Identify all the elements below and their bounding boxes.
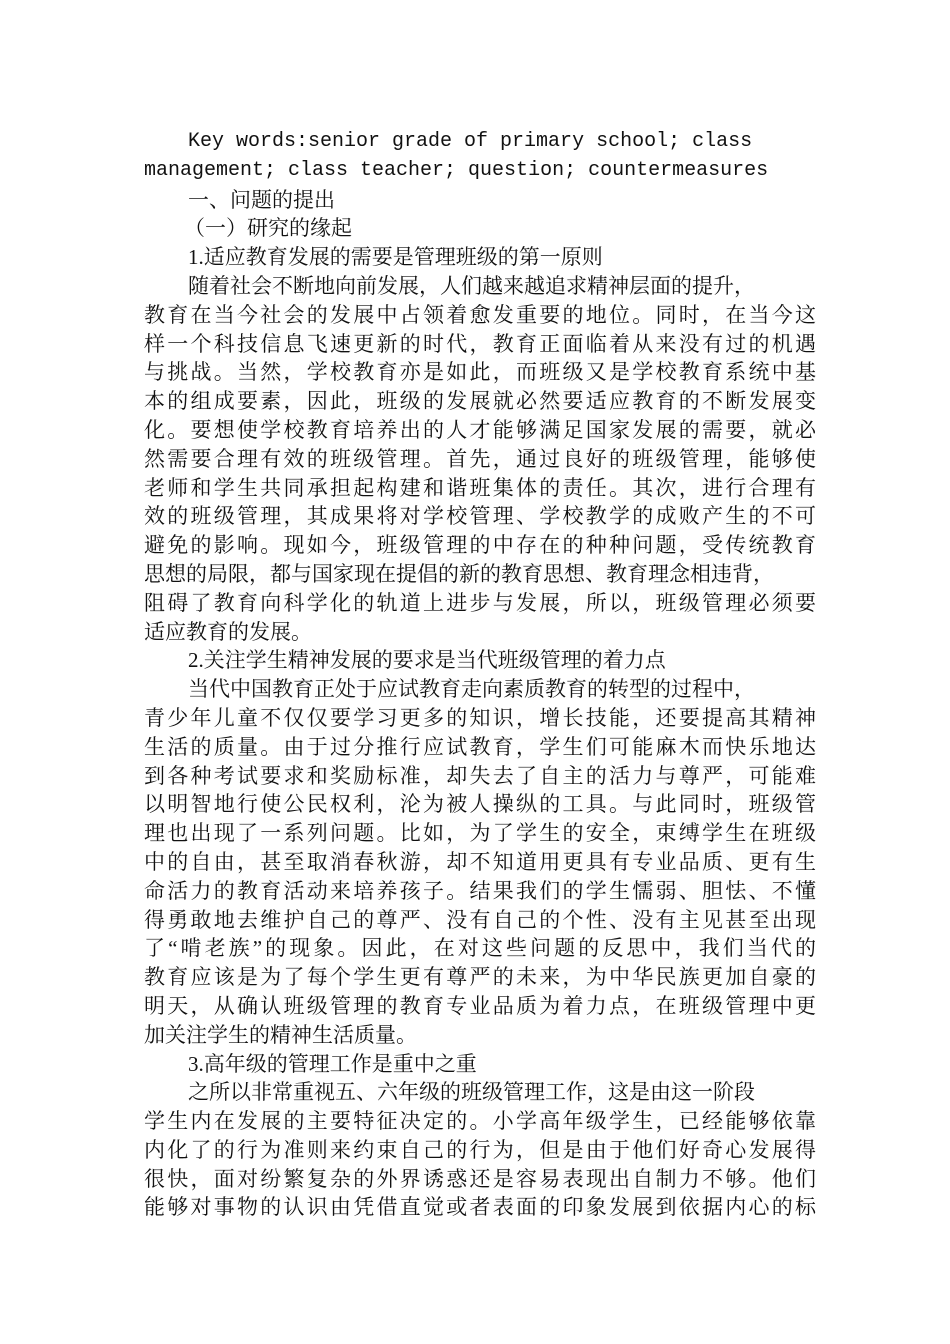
paragraph-line: 之所以非常重视五、六年级的班级管理工作，这是由这一阶段 [188, 1080, 755, 1105]
paragraph-line: 内化了的行为准则来约束自己的行为，但是由于他们好奇心发展得 [144, 1137, 816, 1162]
paragraph-line: 命活力的教育活动来培养孩子。结果我们的学生懦弱、胆怯、不懂 [144, 878, 816, 903]
keywords-line-1: Key words:senior grade of primary school; class [188, 130, 753, 153]
document-body [144, 128, 816, 1222]
paragraph-line: 了“啃老族”的现象。因此，在对这些问题的反思中，我们当代的 [144, 936, 816, 961]
paragraph-line: 明天，从确认班级管理的教育专业品质为着力点，在班级管理中更 [144, 993, 816, 1018]
point-heading-3: 3.高年级的管理工作是重中之重 [188, 1051, 477, 1076]
paragraph-line: 以明智地行使公民权利，沦为被人操纵的工具。与此同时，班级管 [144, 792, 816, 817]
paragraph-line: 老师和学生共同承担起构建和谐班集体的责任。其次，进行合理有 [144, 475, 816, 500]
paragraph-line: 教育在当今社会的发展中占领着愈发重要的地位。同时，在当今这 [144, 302, 816, 327]
point-heading-2: 2.关注学生精神发展的要求是当代班级管理的着力点 [188, 648, 666, 673]
paragraph-line: 青少年儿童不仅仅要学习更多的知识，增长技能，还要提高其精神 [144, 705, 816, 730]
paragraph-line: 当代中国教育正处于应试教育走向素质教育的转型的过程中， [188, 677, 755, 702]
subsection-heading: （一）研究的缘起 [184, 216, 352, 241]
paragraph-line: 效的班级管理，其成果将对学校管理、学校教学的成败产生的不可 [144, 504, 816, 529]
paragraph-line: 教育应该是为了每个学生更有尊严的未来，为中华民族更加自豪的 [144, 965, 816, 990]
paragraph-line: 到各种考试要求和奖励标准，却失去了自主的活力与尊严，可能难 [144, 763, 816, 788]
paragraph-line: 中的自由，甚至取消春秋游，却不知道用更具有专业品质、更有生 [144, 849, 816, 874]
point-heading-1: 1.适应教育发展的需要是管理班级的第一原则 [188, 245, 603, 270]
paragraph-line: 随着社会不断地向前发展，人们越来越追求精神层面的提升， [188, 273, 755, 298]
paragraph-line: 样一个科技信息飞速更新的时代，教育正面临着从来没有过的机遇 [144, 331, 816, 356]
paragraph-line: 生活的质量。由于过分推行应试教育，学生们可能麻木而快乐地达 [144, 734, 816, 759]
paragraph-line: 化。要想使学校教育培养出的人才能够满足国家发展的需要，就必 [144, 417, 816, 442]
paragraph-line: 本的组成要素，因此，班级的发展就必然要适应教育的不断发展变 [144, 389, 816, 414]
paragraph-line: 加关注学生的精神生活质量。 [144, 1022, 417, 1047]
paragraph-line: 思想的局限，都与国家现在提倡的新的教育思想、教育理念相违背， [144, 561, 774, 586]
paragraph-line: 很快，面对纷繁复杂的外界诱惑还是容易表现出自制力不够。他们 [144, 1166, 816, 1191]
paragraph-line: 阻碍了教育向科学化的轨道上进步与发展，所以，班级管理必须要 [144, 590, 816, 615]
paragraph-line: 理也出现了一系列问题。比如，为了学生的安全，束缚学生在班级 [144, 821, 816, 846]
paragraph-line: 然需要合理有效的班级管理。首先，通过良好的班级管理，能够使 [144, 446, 816, 471]
paragraph-line: 避免的影响。现如今，班级管理的中存在的种种问题，受传统教育 [144, 533, 816, 558]
section-heading: 一、问题的提出 [188, 187, 335, 212]
paragraph-line: 与挑战。当然，学校教育亦是如此，而班级又是学校教育系统中基 [144, 360, 816, 385]
paragraph-line: 得勇敢地去维护自己的尊严、没有自己的个性、没有主见甚至出现 [144, 907, 816, 932]
paragraph-line: 适应教育的发展。 [144, 619, 312, 644]
paragraph-line: 学生内在发展的主要特征决定的。小学高年级学生，已经能够依靠 [144, 1109, 816, 1134]
keywords-line-2: management; class teacher; question; countermeasures [144, 158, 769, 182]
paragraph-line: 能够对事物的认识由凭借直觉或者表面的印象发展到依据内心的标 [144, 1195, 816, 1220]
